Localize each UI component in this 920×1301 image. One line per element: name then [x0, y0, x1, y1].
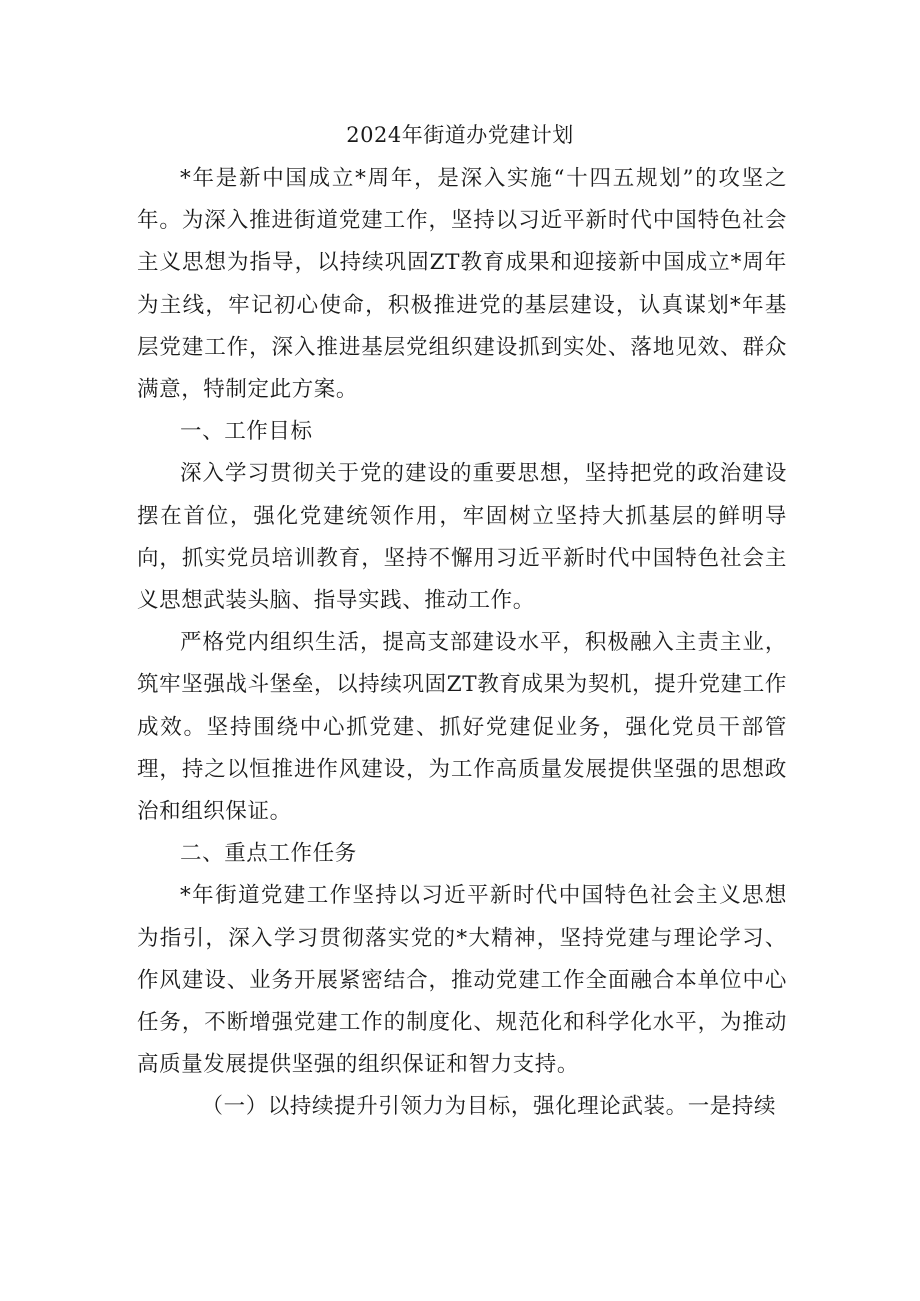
key-tasks-paragraph-1: *年街道党建工作坚持以习近平新时代中国特色社会主义思想为指引，深入学习贯彻落实党的*大精神，坚持党建与理论学习、作风建设、业务开展紧密结合，推动党建工作全面融合本单位中心任务，不断增强党建工作的制度化、规范化和科学化水平，为推动高质量发展提供坚强的组织保证和智力支持。: [137, 883, 787, 1078]
intro-paragraph: *年是新中国成立*周年，是深入实施“十四五规划”的攻坚之年。为深入推进街道党建工作，坚持以习近平新时代中国特色社会主义思想为指导，以持续巩固ZT教育成果和迎接新中国成立*周年为主线，牢记初心使命，积极推进党的基层建设，认真谋划*年基层党建工作，深入推进基层党组织建设抓到实处、落地见效、群众满意，特制定此方案。: [137, 166, 787, 403]
work-goals-paragraph-2: 严格党内组织生活，提高支部建设水平，积极融入主责主业，筑牢坚强战斗堡垒，以持续巩固ZT教育成果为契机，提升党建工作成效。坚持围绕中心抓党建、抓好党建促业务，强化党员干部管理，持之以恒推进作风建设，为工作高质量发展提供坚强的思想政治和组织保证。: [137, 630, 787, 825]
document-title: 2024年街道办党建计划: [346, 123, 574, 147]
section-heading-work-goals: 一、工作目标: [180, 419, 313, 445]
section-heading-key-tasks: 二、重点工作任务: [180, 841, 357, 867]
key-tasks-subsection-1: （一）以持续提升引领力为目标，强化理论武装。一是持续: [201, 1094, 777, 1120]
work-goals-paragraph-1: 深入学习贯彻关于党的建设的重要思想，坚持把党的政治建设摆在首位，强化党建统领作用，牢固树立坚持大抓基层的鲜明导向，抓实党员培训教育，坚持不懈用习近平新时代中国特色社会主义思想武装头脑、指导实践、推动工作。: [137, 461, 787, 614]
document-body: [137, 158, 787, 1129]
